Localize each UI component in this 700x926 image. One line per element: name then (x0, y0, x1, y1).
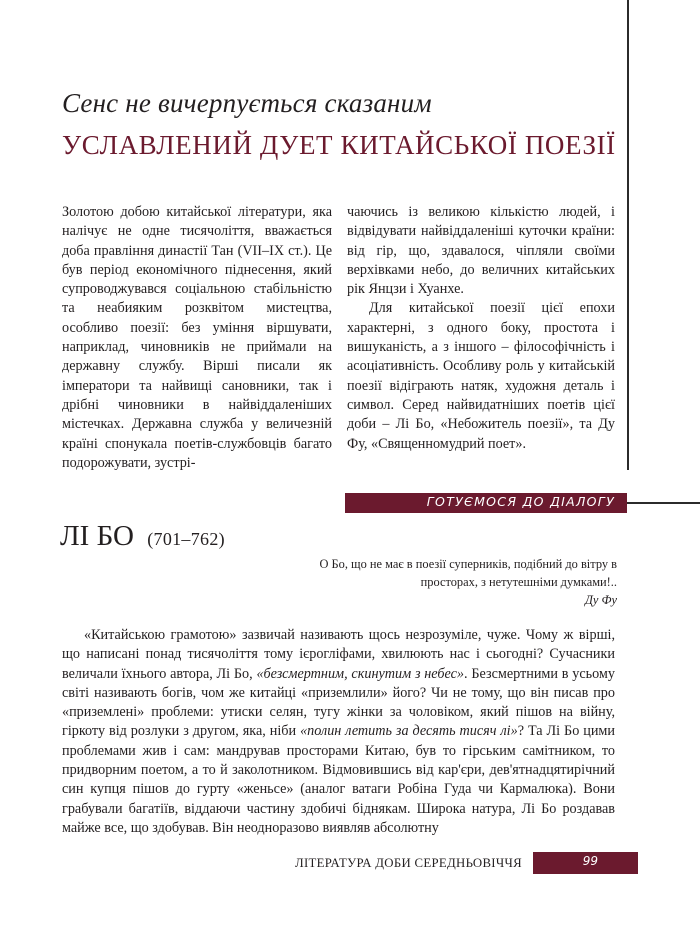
main-text-1: «Китайською грамотою» зазвичай називають щось незрозуміле, чуже. Чому ж вірші, що написані понад тисячоліття тому ієрогліфами, хвилюють нас і сьогодні? Сучасники величали їхнього автора, Лі Бо, (62, 627, 615, 682)
epigraph-author: Ду Фу (585, 593, 617, 607)
page-title: УСЛАВЛЕНИЙ ДУЕТ КИТАЙСЬКОЇ ПОЕЗІЇ (62, 130, 616, 160)
intro-column-right (347, 203, 615, 454)
dialogue-banner (345, 493, 627, 513)
intro-paragraph-2: Для китайської поезії цієї епохи характерні, з одного боку, простота і вишуканість, а з іншого – філософічність і асоціативність. Особливу роль у китайській поезії відіграють натяк, художня деталь і символ. Серед найвидатніших поетів цієї доби – Лі Бо, «Небожитель поезії», та Ду Фу, «Священномудрий поет». (347, 300, 615, 452)
author-heading (60, 520, 225, 553)
main-quote-1: «безсмертним, скинутим з небес» (256, 665, 465, 682)
intro-column-left (62, 203, 332, 473)
epigraph-text: О Бо, що не має в поезії суперників, подібний до вітру в просторах, з нетутешніми думками!.. (319, 557, 617, 589)
banner-label: ГОТУЄМОСЯ ДО ДІАЛОГУ (426, 494, 615, 509)
author-name: ЛІ БО (60, 520, 134, 552)
running-footer-title: ЛІТЕРАТУРА ДОБИ СЕРЕДНЬОВІЧЧЯ (295, 856, 522, 870)
main-paragraph (62, 626, 615, 838)
main-text-3: ? Та Лі Бо цими проблемами жив і сам: мандрував просторами Китаю, був то гірським самітником, то придворним поетом, а то й заколотником. Відмовившись від кар'єри, дев'ятнадцятирічний син купця пішов до гурту «женьсе» (аналог ватаги Робіна Гуда чи Кармалюка). Вони грабували багатіїв, віддаючи частину здобичі біднякам. Широка натура, Лі Бо роздавав майже все, що здобував. Він неодноразово виявляв абсолютну (62, 723, 615, 836)
footer-page-tab (533, 852, 638, 874)
author-years: (701–762) (147, 529, 225, 549)
main-quote-2: «полин летить за десять тисяч лі» (300, 723, 518, 740)
banner-rule (627, 502, 700, 504)
page-number: 99 (582, 854, 598, 868)
intro-paragraph-1-continued: чаючись із великою кількістю людей, і відвідувати найвіддаленіші куточки країни: від гір, що, здавалося, чіпляли своїми верхівками небо, до величних китайських рік Янцзи і Хуанхе. (347, 204, 615, 298)
main-text-2: . Безсмертними в усьому світі називають богів, чом же китайці «приземлили» його? Чи не тому, що він писав про «приземлені» проблеми: утиски селян, тугу жінки за чоловіком, який пішов на війну, гіркоту від розлуки з другом, яка, ніби (62, 665, 615, 740)
margin-vertical-rule (627, 0, 629, 470)
section-subtitle: Сенс не вичерпується сказаним (62, 88, 432, 118)
intro-paragraph-1: Золотою добою китайської літератури, яка налічує не одне тисячоліття, вважається доба правління династії Тан (VII–IX ст.). Це був період економічного піднесення, який супроводжувався соціальною стабільністю та неабияким розквітом мистецтва, особливо поезії: без уміння віршувати, наприклад, чиновників не приймали на державну службу. Вірші писали як імператори та найвищі сановники, так і дрібні чиновники в найвіддаленіших містечках. Державна служба у величезній країні спонукала поетів-службовців багато подорожувати, зустрі- (62, 204, 332, 471)
epigraph (316, 555, 617, 609)
